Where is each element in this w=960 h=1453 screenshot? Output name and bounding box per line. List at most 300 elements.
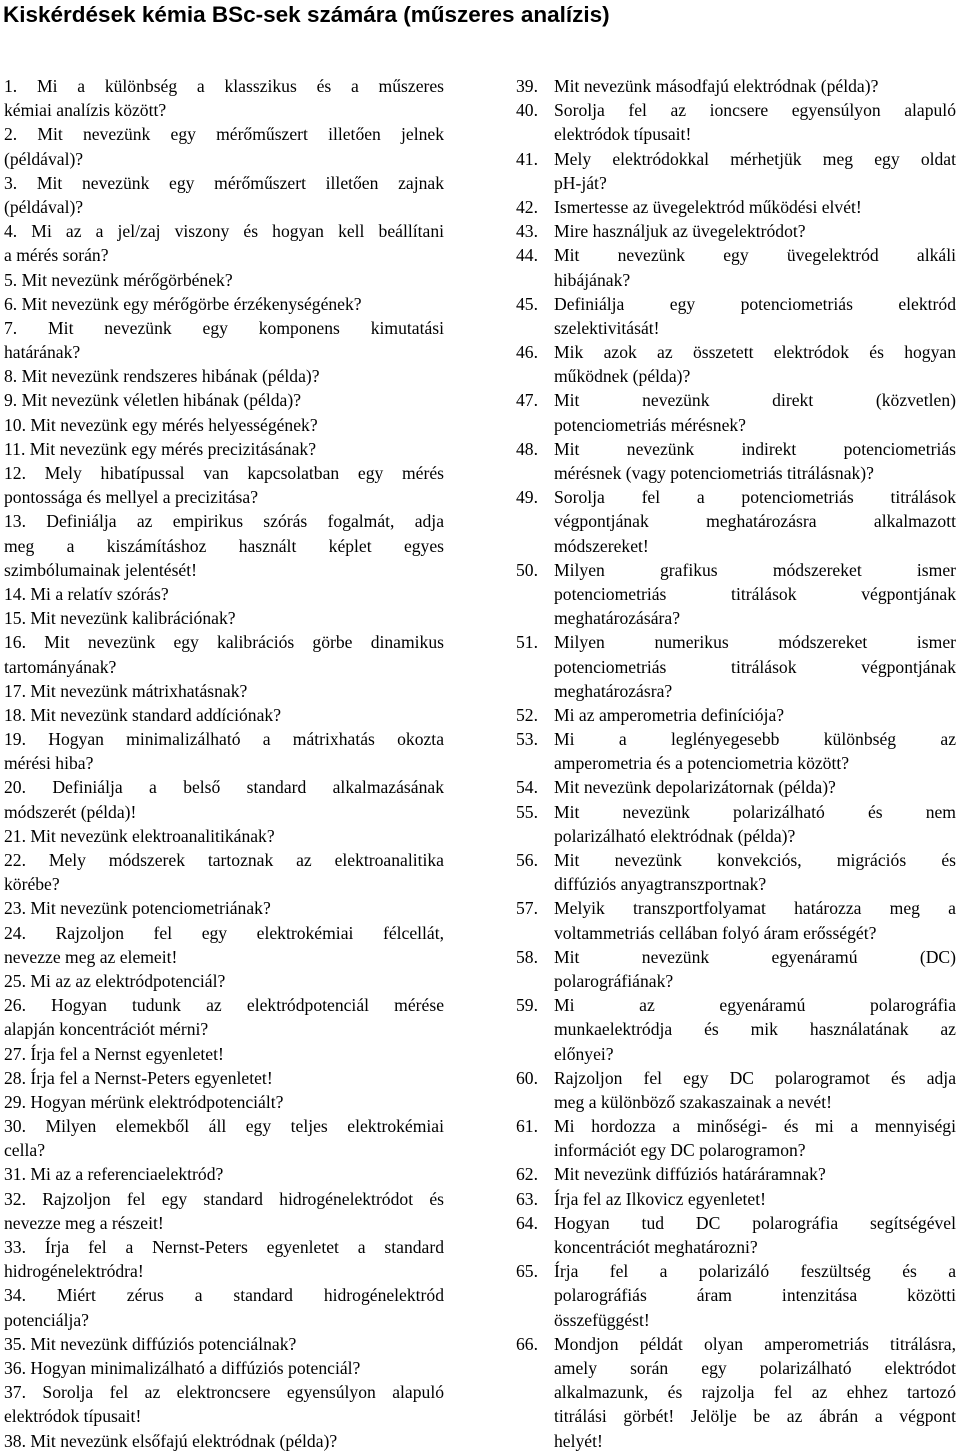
question-line [516, 630, 956, 654]
question-item [4, 364, 444, 388]
question-text: módszereket! [554, 535, 649, 556]
question-line [516, 219, 956, 243]
question-line [4, 751, 444, 775]
question-line [4, 921, 444, 945]
question-text: Mit nevezünk másodfajú elektródnak (példa)? [554, 76, 879, 96]
question-item [516, 848, 956, 896]
question-number: 26. [4, 995, 52, 1016]
question-line [4, 1211, 444, 1235]
question-text: Milyen elemekből áll egy teljes elektrokémiai [45, 1116, 445, 1137]
question-item [4, 1162, 444, 1186]
question-text: Hogyan minimalizálható a mátrixhatás okozta [48, 729, 444, 750]
question-number: 35. [4, 1333, 31, 1354]
question-item [516, 195, 956, 219]
question-number: 42. [516, 196, 538, 217]
question-text: Mit nevezünk indirekt potenciometriás [554, 438, 956, 459]
question-item [4, 606, 444, 630]
question-number: 15. [4, 608, 31, 629]
question-text: Mi az amperometria definíciója? [554, 704, 785, 725]
question-item [4, 1283, 444, 1331]
page-title: Kiskérdések kémia BSc-sek számára (műszeres analízis) [3, 2, 610, 27]
question-item [516, 1114, 956, 1162]
question-item [4, 582, 444, 606]
question-line [516, 461, 956, 485]
question-text: meg a különböző szakaszainak a nevét! [554, 1091, 832, 1112]
question-text: Milyen grafikus módszereket ismer [554, 559, 956, 580]
question-line [4, 1259, 444, 1283]
question-line [516, 1404, 956, 1428]
question-text: információt egy DC polarogramon? [554, 1140, 806, 1161]
question-item [4, 74, 444, 122]
question-line [4, 824, 444, 848]
question-number: 65. [516, 1261, 538, 1282]
question-line [516, 993, 956, 1017]
question-text: munkaelektródja és mik használatának az [554, 1019, 956, 1040]
question-item [4, 268, 444, 292]
question-number: 52. [516, 704, 538, 725]
question-line [4, 243, 444, 267]
question-line [516, 292, 956, 316]
question-text: Mit nevezünk egy kalibrációs görbe dinamikus [44, 632, 445, 653]
question-text: Mit nevezünk direkt (közvetlen) [554, 390, 956, 411]
question-number: 54. [516, 777, 538, 798]
question-line [516, 1211, 956, 1235]
question-item [4, 509, 444, 582]
question-text: módszerét (példa)! [4, 801, 137, 822]
question-item [516, 388, 956, 436]
question-line [4, 1308, 444, 1332]
question-number: 55. [516, 801, 538, 822]
question-item [516, 340, 956, 388]
question-line [516, 921, 956, 945]
question-line [516, 364, 956, 388]
question-item [516, 945, 956, 993]
question-text: potenciometriás titrálások végpontjának [554, 583, 956, 604]
question-number: 12. [4, 463, 45, 483]
question-item [4, 969, 444, 993]
question-number: 53. [516, 729, 538, 750]
question-line [516, 147, 956, 171]
question-item [4, 775, 444, 823]
question-text: hibájának? [554, 269, 631, 290]
question-text: működnek (példa)? [554, 366, 691, 387]
question-text: Írja fel a Nernst-Peters egyenletet a standard [44, 1237, 445, 1257]
question-line [516, 388, 956, 412]
question-item [4, 824, 444, 848]
question-line [4, 558, 444, 582]
question-item [4, 727, 444, 775]
question-text: Definiálja egy potenciometriás elektród [554, 293, 956, 314]
question-text: polarográfiás áram intenzitása közötti [554, 1285, 956, 1306]
question-column-left [4, 74, 444, 1453]
question-line [4, 1356, 444, 1380]
question-item [516, 993, 956, 1066]
question-number: 32. [4, 1188, 43, 1209]
question-item [4, 219, 444, 267]
question-line [4, 340, 444, 364]
question-item [4, 1066, 444, 1090]
question-number: 56. [516, 850, 538, 870]
question-line [4, 461, 444, 485]
question-line [4, 848, 444, 872]
question-text: Hogyan mérünk elektródpotenciált? [30, 1091, 284, 1112]
question-line [516, 1380, 956, 1404]
question-line [4, 703, 444, 727]
question-line [516, 509, 956, 533]
question-number: 41. [516, 148, 538, 169]
question-text: Milyen numerikus módszereket ismer [554, 632, 956, 653]
question-line [516, 1187, 956, 1211]
question-line [516, 98, 956, 122]
question-number: 17. [4, 680, 31, 701]
question-number: 43. [516, 221, 538, 242]
question-line [4, 1066, 444, 1090]
question-text: határának? [4, 342, 81, 363]
question-item [516, 558, 956, 631]
question-text: Rajzoljon fel egy standard hidrogénelektródot és [42, 1188, 444, 1209]
question-number: 36. [4, 1357, 31, 1378]
question-text: mérésnek (vagy potenciometriás titrálásnak)? [554, 463, 874, 483]
question-line [4, 655, 444, 679]
question-line [4, 872, 444, 896]
question-line [516, 655, 956, 679]
question-line [516, 485, 956, 509]
question-text: Mit nevezünk polarizálható és nem [554, 801, 956, 822]
question-item [4, 1042, 444, 1066]
question-line [4, 727, 444, 751]
question-number: 10. [4, 414, 31, 435]
question-text: Mire használjuk az üvegelektródot? [554, 221, 806, 242]
question-line [516, 1114, 956, 1138]
question-number: 30. [4, 1116, 46, 1137]
question-line [4, 1380, 444, 1404]
question-text: Mit nevezünk egy üvegelektród alkáli [554, 245, 956, 266]
question-item [516, 98, 956, 146]
question-number: 58. [516, 946, 538, 967]
question-item [4, 171, 444, 219]
question-text: Miért zérus a standard hidrogénelektród [56, 1285, 445, 1306]
question-line [516, 1162, 956, 1186]
question-number: 16. [4, 632, 45, 653]
question-line [516, 872, 956, 896]
question-text: Hogyan tud DC polarográfia segítségével [554, 1212, 956, 1233]
question-line [4, 800, 444, 824]
question-line [516, 437, 956, 461]
question-text: Írja fel az Ilkovicz egyenletet! [554, 1188, 766, 1209]
question-line [516, 703, 956, 727]
question-line [4, 1235, 444, 1259]
question-item [516, 727, 956, 775]
question-item [516, 147, 956, 195]
question-text: összefüggést! [554, 1309, 650, 1330]
question-item [4, 292, 444, 316]
question-line [516, 727, 956, 751]
question-line [4, 534, 444, 558]
question-text: Mi az egyenáramú polarográfia [554, 995, 956, 1016]
question-line [516, 316, 956, 340]
question-text: amperometria és a potenciometria között? [554, 753, 850, 774]
question-text: Mely módszerek tartoznak az elektroanalitika [48, 850, 444, 870]
question-text: helyét! [554, 1430, 603, 1451]
question-text: tartományának? [4, 656, 117, 677]
question-item [4, 679, 444, 703]
question-line [516, 1235, 956, 1259]
question-text: Mit nevezünk véletlen hibának (példa)? [21, 390, 302, 411]
question-text: Mit nevezünk egy mérőműszert illetően zajnak [36, 172, 444, 193]
question-number: 48. [516, 438, 538, 459]
question-text: Sorolja fel a potenciometriás titrálások [554, 487, 956, 508]
question-number: 63. [516, 1188, 538, 1209]
question-line [516, 1308, 956, 1332]
question-line [516, 848, 956, 872]
question-text: Mit nevezünk egy mérőműszert illetően jelnek [37, 124, 444, 145]
question-item [516, 1187, 956, 1211]
question-number: 40. [516, 100, 538, 121]
question-item [4, 1235, 444, 1283]
question-line [516, 582, 956, 606]
question-number: 18. [4, 704, 31, 725]
question-line [4, 606, 444, 630]
question-text: (példával)? [4, 196, 84, 217]
question-line [4, 1429, 444, 1453]
question-text: kémiai analízis között? [4, 100, 167, 121]
question-line [516, 800, 956, 824]
question-text: koncentrációt meghatározni? [554, 1237, 758, 1257]
question-number: 9. [4, 390, 22, 411]
question-text: Mit nevezünk rendszeres hibának (példa)? [21, 366, 320, 387]
question-number: 39. [516, 76, 538, 96]
question-text: meghatározására? [554, 608, 680, 629]
question-line [516, 1138, 956, 1162]
question-line [516, 74, 956, 98]
question-number: 34. [4, 1285, 57, 1306]
question-number: 38. [4, 1430, 31, 1451]
question-item [516, 1332, 956, 1453]
question-number: 47. [516, 390, 538, 411]
question-text: Mit nevezünk diffúziós határáramnak? [554, 1164, 826, 1185]
question-text: végpontjának meghatározásra alkalmazott [554, 511, 956, 532]
question-text: Mit nevezünk elsőfajú elektródnak (példa)? [30, 1430, 338, 1451]
question-text: alkalmazunk, és rajzolja fel az ehhez tartozó [554, 1382, 956, 1403]
question-line [4, 388, 444, 412]
question-line [4, 993, 444, 1017]
question-text: Mondjon példát olyan amperometriás titrálásra, [554, 1333, 956, 1354]
question-item [4, 921, 444, 969]
question-text: körébe? [4, 874, 60, 895]
question-number: 31. [4, 1164, 31, 1185]
question-text: titrálási görbét! Jelölje be az ábrán a végpont [554, 1406, 956, 1427]
question-text: polarizálható elektródnak (példa)? [554, 825, 796, 846]
question-text: pH-ját? [554, 172, 607, 193]
question-item [4, 1187, 444, 1235]
question-line [4, 195, 444, 219]
question-item [4, 1429, 444, 1453]
question-item [516, 630, 956, 703]
question-item [516, 775, 956, 799]
question-line [4, 316, 444, 340]
question-item [516, 437, 956, 485]
question-text: alapján koncentrációt mérni? [4, 1019, 209, 1040]
question-line [516, 195, 956, 219]
question-line [4, 1017, 444, 1041]
question-text: Mely elektródokkal mérhetjük meg egy oldat [554, 148, 956, 169]
question-number: 27. [4, 1043, 31, 1064]
question-line [4, 171, 444, 195]
question-line [516, 775, 956, 799]
question-line [516, 1429, 956, 1453]
question-line [516, 1017, 956, 1041]
question-item [4, 413, 444, 437]
question-number: 29. [4, 1091, 31, 1112]
question-text: elektródok típusait! [554, 124, 692, 145]
question-text: Mit nevezünk mátrixhatásnak? [30, 680, 248, 701]
question-number: 13. [4, 511, 47, 532]
question-item [516, 219, 956, 243]
question-text: Mi az az elektródpotenciál? [30, 970, 226, 991]
question-text: Sorolja fel az elektroncsere egyensúlyon alapuló [42, 1382, 445, 1403]
question-number: 2. [4, 124, 38, 145]
question-line [516, 896, 956, 920]
question-line [4, 98, 444, 122]
question-number: 22. [4, 850, 49, 870]
question-item [4, 703, 444, 727]
question-item [516, 485, 956, 558]
question-line [516, 679, 956, 703]
question-item [4, 1090, 444, 1114]
question-number: 5. [4, 269, 22, 290]
question-text: a mérés során? [4, 245, 109, 266]
question-text: cella? [4, 1140, 46, 1161]
question-line [4, 1042, 444, 1066]
question-number: 33. [4, 1237, 45, 1257]
question-text: Mit nevezünk egy komponens kimutatási [48, 317, 445, 338]
question-text: pontossága és mellyel a precizitása? [4, 487, 259, 508]
question-line [4, 945, 444, 969]
question-number: 3. [4, 172, 37, 193]
question-line [4, 364, 444, 388]
question-text: Ismertesse az üvegelektród működési elvét! [554, 196, 862, 217]
question-number: 57. [516, 898, 538, 919]
question-column-right [516, 74, 956, 1453]
question-line [516, 122, 956, 146]
question-number: 7. [4, 317, 49, 338]
question-text: Hogyan tudunk az elektródpotenciál mérése [51, 995, 445, 1016]
question-text: Mit nevezünk diffúziós potenciálnak? [30, 1333, 297, 1354]
question-line [516, 1356, 956, 1380]
question-line [516, 243, 956, 267]
question-number: 23. [4, 898, 31, 919]
question-line [4, 437, 444, 461]
question-line [516, 969, 956, 993]
question-line [4, 509, 444, 533]
question-item [516, 1211, 956, 1259]
question-item [516, 800, 956, 848]
question-line [516, 268, 956, 292]
question-line [4, 74, 444, 98]
question-line [4, 1332, 444, 1356]
question-text: Mely hibatípussal van kapcsolatban egy mérés [44, 463, 444, 483]
question-line [4, 413, 444, 437]
question-text: Mit nevezünk egy mérés helyességének? [30, 414, 318, 435]
question-text: Mit nevezünk potenciometriának? [30, 898, 271, 919]
question-text: Melyik transzportfolyamat határozza meg a [554, 898, 956, 919]
question-text: amely során egy polarizálható elektródot [554, 1357, 956, 1378]
question-text: Mit nevezünk egyenáramú (DC) [554, 946, 956, 967]
question-line [4, 219, 444, 243]
question-text: Mit nevezünk elektroanalitikának? [30, 825, 275, 846]
question-text: nevezze meg az elemeit! [4, 946, 178, 967]
question-item [516, 896, 956, 944]
question-number: 46. [516, 342, 538, 363]
question-line [516, 1090, 956, 1114]
question-number: 49. [516, 487, 538, 508]
question-line [516, 1042, 956, 1066]
question-line [516, 945, 956, 969]
question-number: 66. [516, 1333, 538, 1354]
question-number: 8. [4, 366, 22, 387]
question-text: szimbólumainak jelentését! [4, 559, 197, 580]
question-text: Mit nevezünk standard addíciónak? [30, 704, 282, 725]
question-text: Mi az a referenciaelektród? [30, 1164, 224, 1185]
question-line [516, 558, 956, 582]
question-line [516, 534, 956, 558]
question-number: 19. [4, 729, 49, 750]
question-item [4, 1332, 444, 1356]
question-line [4, 1283, 444, 1307]
question-line [4, 147, 444, 171]
question-text: potenciálja? [4, 1309, 89, 1330]
question-number: 62. [516, 1164, 538, 1185]
question-line [4, 1404, 444, 1428]
question-text: Definiálja az empirikus szórás fogalmát, adja [46, 511, 444, 532]
question-number: 45. [516, 293, 538, 314]
question-text: Rajzoljon fel egy DC polarogramot és adja [554, 1067, 956, 1088]
question-number: 44. [516, 245, 538, 266]
question-text: Mit nevezünk mérőgörbének? [21, 269, 233, 290]
question-line [516, 1066, 956, 1090]
question-line [4, 896, 444, 920]
question-text: Mi a különbség a klasszikus és a műszeres [36, 76, 445, 96]
question-text: Mit nevezünk egy mérőgörbe érzékenységének? [21, 293, 362, 314]
question-item [516, 703, 956, 727]
question-text: polarográfiának? [554, 970, 674, 991]
question-text: Írja fel a Nernst-Peters egyenletet! [30, 1067, 273, 1088]
question-text: Mi a leglényegesebb különbség az [554, 729, 956, 750]
question-text: Mit nevezünk konvekciós, migrációs és [554, 850, 956, 870]
question-item [4, 993, 444, 1041]
question-line [516, 1259, 956, 1283]
question-text: meghatározásra? [554, 680, 673, 701]
question-item [516, 1066, 956, 1114]
question-line [516, 340, 956, 364]
question-text: Mi a relatív szórás? [30, 583, 169, 604]
question-text: Mit nevezünk depolarizátornak (példa)? [554, 777, 836, 798]
question-line [4, 485, 444, 509]
question-item [516, 1259, 956, 1332]
question-text: előnyei? [554, 1043, 614, 1064]
question-line [516, 413, 956, 437]
question-text: Írja fel a polarizáló feszültség és a [554, 1261, 956, 1282]
question-item [4, 437, 444, 461]
question-text: Mit nevezünk egy mérés precizitásának? [29, 438, 317, 459]
question-item [4, 316, 444, 364]
question-text: elektródok típusait! [4, 1406, 142, 1427]
question-text: Rajzoljon fel egy elektrokémiai félcellát, [55, 922, 445, 943]
question-item [4, 848, 444, 896]
question-number: 61. [516, 1116, 538, 1137]
question-item [4, 1380, 444, 1428]
question-number: 1. [4, 76, 37, 96]
